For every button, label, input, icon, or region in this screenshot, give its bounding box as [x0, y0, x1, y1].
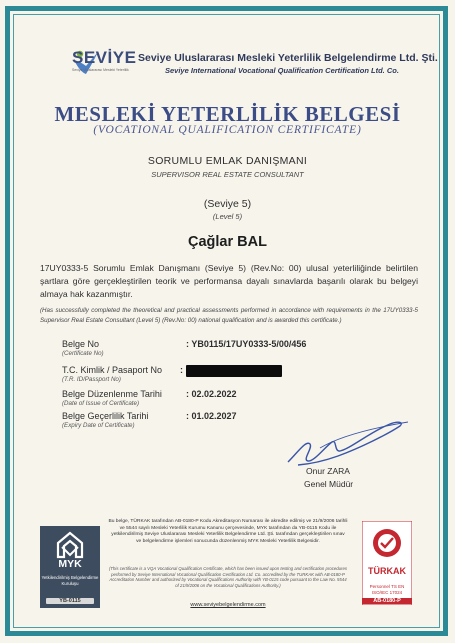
turkak-label: TÜRKAK	[368, 566, 406, 576]
myk-sublabel: Yetkilendirilmiş Belgelendirme Kuruluşu	[41, 575, 99, 586]
certificate-no-sublabel: (Certificate No)	[62, 350, 104, 357]
occupation-title-en: SUPERVISOR REAL ESTATE CONSULTANT	[151, 170, 304, 179]
expiry-date-sublabel: (Expiry Date of Certificate)	[62, 422, 135, 429]
level-label-en: (Level 5)	[212, 212, 243, 221]
logo-wordmark: SEVİYE	[72, 48, 137, 67]
footer-text-en: (This certificate is a VQA Vocational Qualification Certificate, which has been issued upon testing and certification procedures performed by Seviye International Vocational Qualification Certification Ltd. Co. accredited by the TURKAK with AB-0180-P Accreditation Number and authorized by Vocational Qualifications Authority with YB-0115 code pursuant to the Law No. 5544 of 21/9/2006 on the Vocational Qualifications Authority.)	[108, 566, 348, 588]
certificate-title-en: (VOCATIONAL QUALIFICATION CERTIFICATE)	[93, 124, 362, 136]
myk-code: YB-0115	[46, 598, 94, 604]
signatory-title: Genel Müdür	[304, 479, 354, 489]
company-name-en: Seviye International Vocational Qualification Certification Ltd. Co.	[165, 66, 399, 75]
website-link[interactable]: www.seviyebelgelendirme.com	[190, 602, 266, 608]
id-no-colon: :	[180, 365, 183, 375]
id-no-sublabel: (T.R. ID/Passport No)	[62, 376, 121, 383]
myk-label: MYK	[58, 558, 82, 570]
company-name-tr: Seviye Uluslararası Mesleki Yeterlilik Belgelendirme Ltd. Şti.	[138, 52, 438, 64]
holder-name: Çağlar BAL	[188, 234, 267, 250]
logo-tagline: Seviye Uluslararası Mesleki Yeterlilik	[72, 68, 129, 72]
turkak-sublabel: Personnel TS EN ISO/IEC 17024	[369, 584, 405, 595]
issue-date-sublabel: (Date of Issue of Certificate)	[62, 400, 140, 407]
expiry-date-value: : 01.02.2027	[186, 411, 237, 421]
signatory-name: Onur ZARA	[306, 466, 350, 476]
certificate-no-value: : YB0115/17UY0333-5/00/456	[186, 339, 307, 349]
expiry-date-label: Belge Geçerlilik Tarihi	[62, 411, 149, 421]
statement-en: (Has successfully completed the theoretical and practical assessments performed in accordance with requirements in the 17UY0333-5 Supervisor Real Estate Consultant (Level 5) (Rev.No: 00) national qualification and is awarded this certificate.)	[40, 307, 418, 324]
footer-text-tr: Bu belge, TÜRKAK tarafından AB-0180-P Kodu Akreditasyon Numarası ile akredite edilmiş ve 21/9/2006 tarihli ve 5544 sayılı Mesleki Yeterlilik Kurumu Kanunu çerçevesinde, MYK tarafından da YB-0115 Kodu ile yetkilendirilmiş Seviye Uluslararası Mesleki Yeterlilik Belgelendirme Ltd. Şti. tarafından gerçekleştirilen sınav ve belgelendirme işlemleri sonucunda düzenlenmiş MYK Mesleki Yeterlilik Belgesidir.	[108, 519, 348, 545]
issue-date-label: Belge Düzenlenme Tarihi	[62, 389, 162, 399]
certificate-no-label: Belge No	[62, 339, 100, 349]
turkak-code: AB-0180-P	[362, 598, 412, 604]
id-no-label: T.C. Kimlik / Pasaport No	[62, 365, 163, 375]
statement-tr: 17UY0333-5 Sorumlu Emlak Danışmanı (Seviye 5) (Rev.No: 00) ulusal yeterliliğinde belirtilen şartlara göre gerçekleştirilen teorik ve performansa dayalı sınavlarda başarılı olarak bu belgeyi almaya hak kazanmıştır.	[40, 263, 418, 299]
issue-date-value: : 02.02.2022	[186, 389, 237, 399]
level-label: (Seviye 5)	[203, 198, 252, 210]
occupation-title: SORUMLU EMLAK DANIŞMANI	[147, 155, 308, 167]
redacted-id-bar	[186, 365, 282, 377]
certificate-title: MESLEKİ YETERLİLİK BELGESİ	[54, 102, 401, 126]
